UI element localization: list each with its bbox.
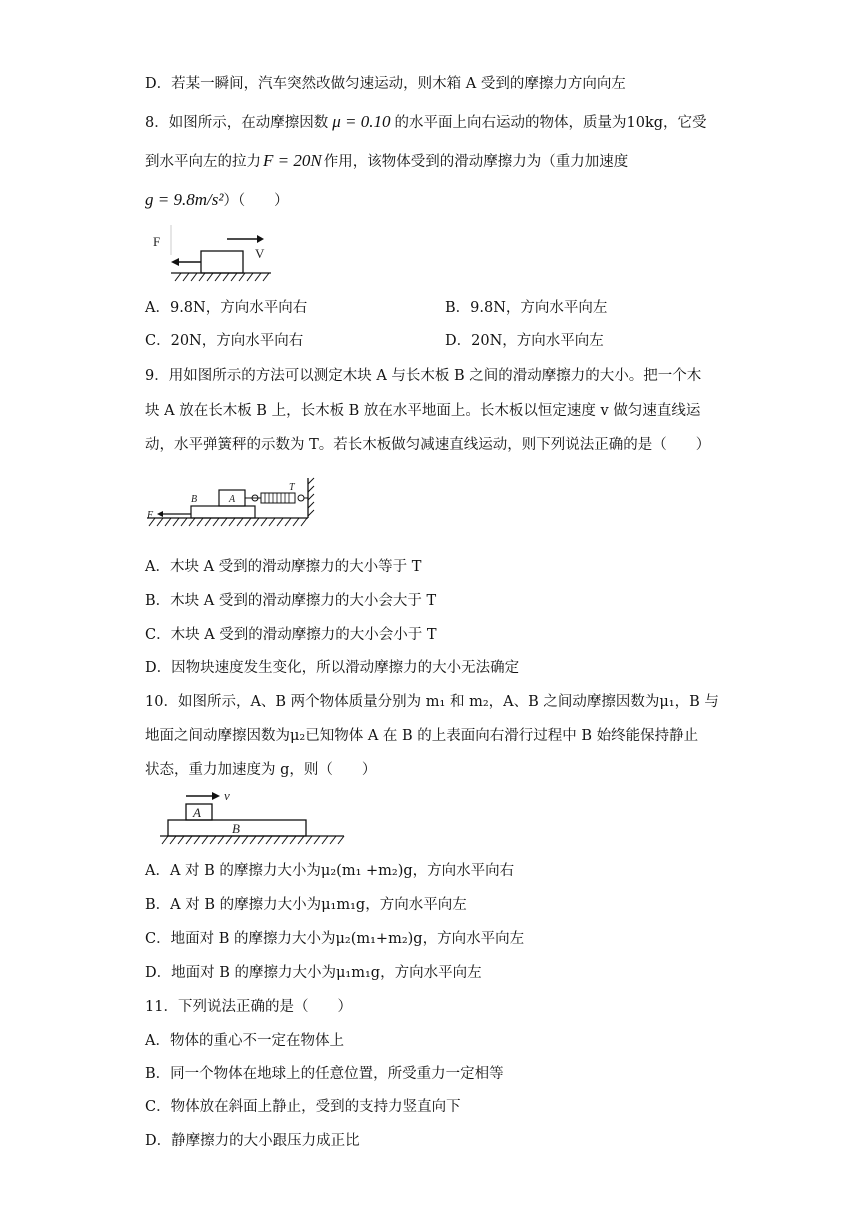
q11-stem: 11．下列说法正确的是（ ） [145, 999, 352, 1015]
q9-fig-label-b: B [191, 494, 198, 505]
q8-stem-line-3: g = 9.8m/s²）（ ） [145, 190, 289, 209]
q8-stem-line-2: 到水平向左的拉力 F = 20N 作用，该物体受到的滑动摩擦力为（重力加速度 [145, 151, 629, 170]
q10-fig-label-a: A [193, 805, 201, 820]
q8-option-b: B．9.8N，方向水平向左 [445, 300, 608, 316]
q11-option-b: B．同一个物体在地球上的任意位置，所受重力一定相等 [145, 1066, 504, 1082]
q9-stem-line-3: 动，水平弹簧秤的示数为 T。若长木板做匀减速直线运动，则下列说法正确的是（ ） [145, 437, 711, 453]
q9-stem-line-2: 块 A 放在长木板 B 上，长木板 B 放在水平地面上。长木板以恒定速度 v 做匀速直线运 [145, 403, 701, 419]
q9-board-b [191, 506, 255, 518]
q8-g-value: g = 9.8m/s² [145, 190, 224, 209]
q11-option-a: A．物体的重心不一定在物体上 [145, 1033, 344, 1049]
q11-option-d: D．静摩擦力的大小跟压力成正比 [145, 1133, 360, 1149]
q9-option-c: C．木块 A 受到的滑动摩擦力的大小会小于 T [145, 627, 437, 643]
q8-fig-label-v: V [255, 246, 265, 261]
q8-option-c: C．20N，方向水平向右 [145, 333, 304, 349]
q9-figure [143, 470, 323, 536]
q10-option-c: C．地面对 B 的摩擦力大小为μ₂(m₁+m₂)g，方向水平向左 [145, 931, 525, 947]
q10-option-a: A．A 对 B 的摩擦力大小为μ₂(m₁ +m₂)g，方向水平向右 [145, 863, 515, 879]
q8-option-a: A．9.8N，方向水平向右 [145, 300, 308, 316]
q8-fig-label-f: F [153, 234, 161, 249]
q8-mu-value: μ = 0.10 [332, 112, 391, 131]
q9-fig-label-a: A [229, 494, 236, 505]
q8-stem-line-1: 8．如图所示，在动摩擦因数 μ = 0.10 的水平面上向右运动的物体，质量为10kg，它受 [145, 112, 707, 131]
q10-stem-line-3: 状态，重力加速度为 g，则（ ） [145, 762, 377, 778]
q10-fig-label-b: B [232, 821, 240, 836]
q9-option-b: B．木块 A 受到的滑动摩擦力的大小会大于 T [145, 593, 437, 609]
q11-option-c: C．物体放在斜面上静止，受到的支持力竖直向下 [145, 1099, 461, 1115]
q9-option-a: A．木块 A 受到的滑动摩擦力的大小等于 T [145, 559, 422, 575]
q7-option-d: D．若某一瞬间，汽车突然改做匀速运动，则木箱 A 受到的摩擦力方向向左 [145, 76, 626, 92]
q9-stem-line-1: 9．用如图所示的方法可以测定木块 A 与长木板 B 之间的滑动摩擦力的大小。把一个木 [145, 368, 702, 384]
q9-fig-label-t: T [289, 482, 295, 493]
q10-stem-line-1: 10．如图所示，A、B 两个物体质量分别为 m₁ 和 m₂，A、B 之间动摩擦因数为μ₁，B 与 [145, 694, 719, 710]
q8-option-d: D．20N，方向水平向左 [445, 333, 604, 349]
q10-option-b: B．A 对 B 的摩擦力大小为μ₁m₁g，方向水平向左 [145, 897, 467, 913]
q10-stem-line-2: 地面之间动摩擦因数为μ₂已知物体 A 在 B 的上表面向右滑行过程中 B 始终能保持静止 [145, 728, 699, 744]
q8-figure [143, 225, 273, 293]
q10-fig-label-v: v [224, 788, 230, 803]
q10-option-d: D．地面对 B 的摩擦力大小为μ₁m₁g，方向水平向左 [145, 965, 482, 981]
q9-option-d: D．因物块速度发生变化，所以滑动摩擦力的大小无法确定 [145, 660, 520, 676]
q8-mass: 10kg [626, 115, 664, 131]
q9-fig-label-f: F [147, 510, 154, 521]
q8-force-value: F = 20N [263, 151, 322, 170]
q10-figure [158, 786, 348, 846]
